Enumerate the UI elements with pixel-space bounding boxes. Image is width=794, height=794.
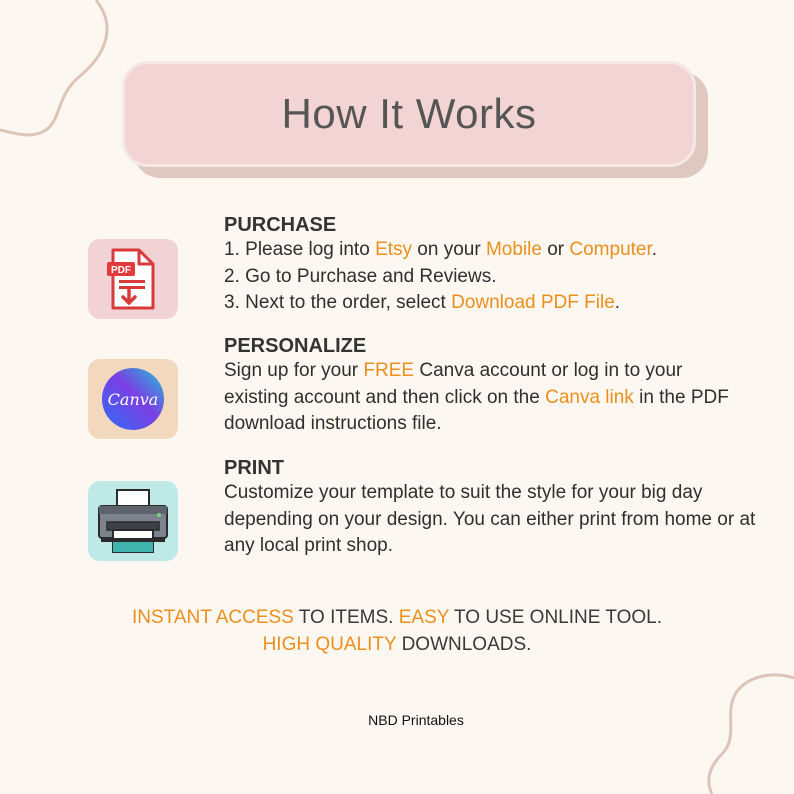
top-left-curve	[0, 0, 107, 135]
purchase-step-3: 3. Next to the order, select Download PDF File.	[224, 292, 621, 313]
tagline-line-2: HIGH QUALITY DOWNLOADS.	[262, 634, 532, 655]
purchase-heading: PURCHASE	[224, 214, 337, 236]
tagline-line-1: INSTANT ACCESS TO ITEMS. EASY TO USE ONLINE TOOL.	[131, 607, 663, 628]
purchase-step-1: 1. Please log into Etsy on your Mobile or Computer.	[224, 239, 658, 260]
canva-logo-icon	[100, 366, 166, 432]
purchase-steps-list	[224, 237, 764, 317]
pdf-icon-tile	[88, 239, 178, 319]
brand-name: NBD Printables	[368, 712, 464, 728]
title-banner	[122, 61, 696, 167]
download-pdf-file-highlight: Download PDF File	[451, 292, 615, 313]
pdf-icon-label: PDF	[111, 265, 131, 276]
free-highlight: FREE	[363, 360, 415, 381]
personalize-text: Sign up for your FREE Canva account or log in to your existing account and then click on the Canva link in the PDF download instructions file.	[224, 360, 729, 434]
etsy-link: Etsy	[375, 239, 413, 260]
canva-icon-tile	[88, 359, 178, 439]
canva-link-highlight: Canva link	[545, 386, 634, 408]
print-section	[224, 456, 764, 560]
page-title: How It Works	[281, 90, 537, 137]
pdf-download-icon	[105, 246, 161, 312]
personalize-heading: PERSONALIZE	[224, 335, 367, 357]
bottom-right-curve	[709, 675, 794, 794]
personalize-section	[224, 334, 764, 438]
canva-logo-text: Canva	[107, 390, 159, 409]
print-heading: PRINT	[224, 457, 284, 479]
printer-icon	[93, 486, 173, 556]
print-text: Customize your template to suit the style for your big day depending on your design. You can either print from home or at any local print shop.	[224, 482, 756, 556]
purchase-section	[224, 213, 764, 317]
printer-icon-tile	[88, 481, 178, 561]
purchase-step-2: 2. Go to Purchase and Reviews.	[224, 265, 497, 287]
